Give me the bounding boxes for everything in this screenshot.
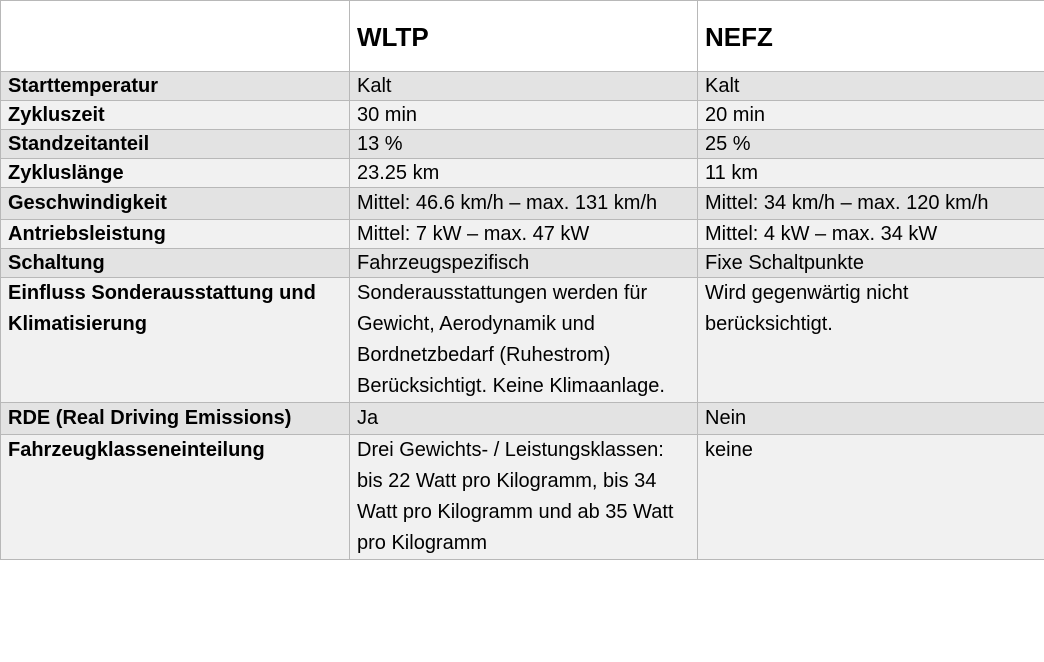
table-header-row (1, 1, 1044, 72)
wltp-cell: Mittel: 7 kW – max. 47 kW (350, 220, 698, 249)
wltp-cell: Drei Gewichts- / Leistungsklassen: bis 22 Watt pro Kilogramm, bis 34 Watt pro Kilogramm und ab 35 Watt pro Kilogramm (350, 435, 698, 560)
row-label: Schaltung (1, 249, 350, 278)
table-row (1, 159, 1044, 188)
row-label: RDE (Real Driving Emissions) (1, 403, 350, 435)
wltp-cell: Fahrzeugspezifisch (350, 249, 698, 278)
wltp-cell: Sonderausstattungen werden für Gewicht, Aerodynamik und Bordnetzbedarf (Ruhestrom) Berücksichtigt. Keine Klimaanlage. (350, 278, 698, 403)
nefz-cell: Nein (698, 403, 1044, 435)
wltp-cell: 13 % (350, 130, 698, 159)
nefz-cell: 11 km (698, 159, 1044, 188)
table-row (1, 249, 1044, 278)
row-label: Fahrzeugklasseneinteilung (1, 435, 350, 560)
header-nefz: NEFZ (698, 1, 1044, 72)
wltp-cell: Kalt (350, 72, 698, 101)
table-row (1, 278, 1044, 403)
nefz-cell: Fixe Schaltpunkte (698, 249, 1044, 278)
row-label: Antriebsleistung (1, 220, 350, 249)
nefz-cell: Mittel: 34 km/h – max. 120 km/h (698, 188, 1044, 220)
row-label: Geschwindigkeit (1, 188, 350, 220)
wltp-cell: Mittel: 46.6 km/h – max. 131 km/h (350, 188, 698, 220)
row-label: Starttemperatur (1, 72, 350, 101)
wltp-cell: 30 min (350, 101, 698, 130)
table-row (1, 403, 1044, 435)
table-row (1, 130, 1044, 159)
nefz-cell: 20 min (698, 101, 1044, 130)
table-row (1, 220, 1044, 249)
nefz-cell: 25 % (698, 130, 1044, 159)
row-label: Einfluss Sonderausstattung und Klimatisierung (1, 278, 350, 403)
header-wltp: WLTP (350, 1, 698, 72)
nefz-cell: keine (698, 435, 1044, 560)
wltp-cell: 23.25 km (350, 159, 698, 188)
table-row (1, 72, 1044, 101)
header-corner-cell (1, 1, 350, 72)
row-label: Zykluszeit (1, 101, 350, 130)
table-row (1, 101, 1044, 130)
wltp-cell: Ja (350, 403, 698, 435)
table-row (1, 188, 1044, 220)
table-row (1, 435, 1044, 560)
nefz-cell: Wird gegenwärtig nicht berücksichtigt. (698, 278, 1044, 403)
nefz-cell: Mittel: 4 kW – max. 34 kW (698, 220, 1044, 249)
nefz-cell: Kalt (698, 72, 1044, 101)
row-label: Zykluslänge (1, 159, 350, 188)
row-label: Standzeitanteil (1, 130, 350, 159)
